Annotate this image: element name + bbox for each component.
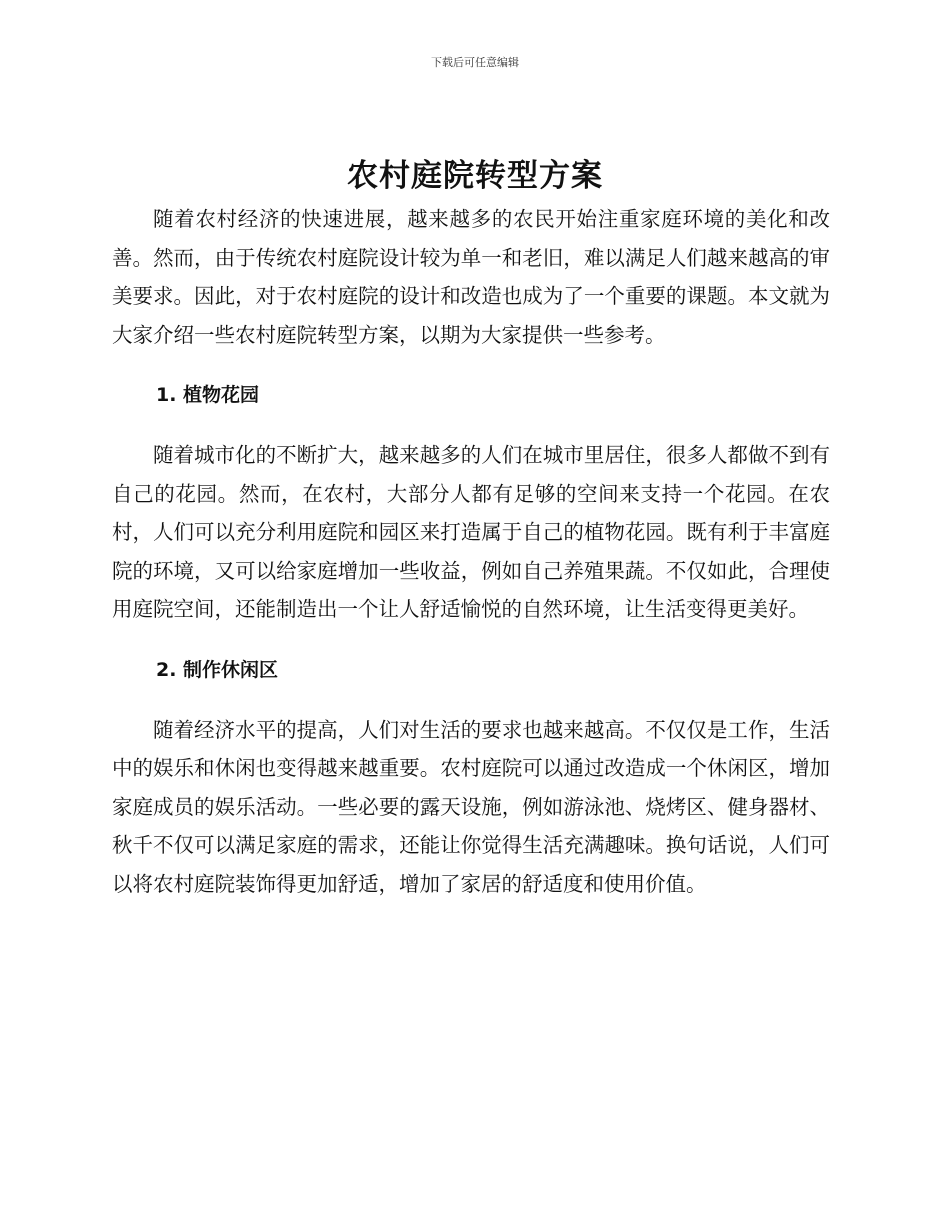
section-paragraph-1: 随着城市化的不断扩大，越来越多的人们在城市里居住，很多人都做不到有自己的花园。然而，在农村，大部分人都有足够的空间来支持一个花园。在农村，人们可以充分利用庭院和园区来打造属于自己的植物花园。既有利于丰富庭院的环境，又可以给家庭增加一些收益，例如自己养殖果蔬。不仅如此，合理使用庭院空间，还能制造出一个让人舒适愉悦的自然环境，让生活变得更美好。 — [112, 443, 830, 621]
header-note: 下载后可任意编辑 — [431, 56, 519, 69]
section-heading-1: 1. 植物花园 — [156, 384, 260, 406]
document-body — [112, 200, 830, 903]
intro-paragraph: 随着农村经济的快速进展，越来越多的农民开始注重家庭环境的美化和改善。然而，由于传统农村庭院设计较为单一和老旧，难以满足人们越来越高的审美要求。因此，对于农村庭院的设计和改造也成为了一个重要的课题。本文就为大家介绍一些农村庭院转型方案，以期为大家提供一些参考。 — [112, 207, 830, 347]
section-heading-2: 2. 制作休闲区 — [156, 658, 279, 681]
section-paragraph-2: 随着经济水平的提高，人们对生活的要求也越来越高。不仅仅是工作，生活中的娱乐和休闲也变得越来越重要。农村庭院可以通过改造成一个休闲区，增加家庭成员的娱乐活动。一些必要的露天设施，例如游泳池、烧烤区、健身器材、秋千不仅可以满足家庭的需求，还能让你觉得生活充满趣味。换句话说，人们可以将农村庭院装饰得更加舒适，增加了家居的舒适度和使用价值。 — [112, 717, 830, 896]
document-title: 农村庭院转型方案 — [347, 158, 603, 194]
